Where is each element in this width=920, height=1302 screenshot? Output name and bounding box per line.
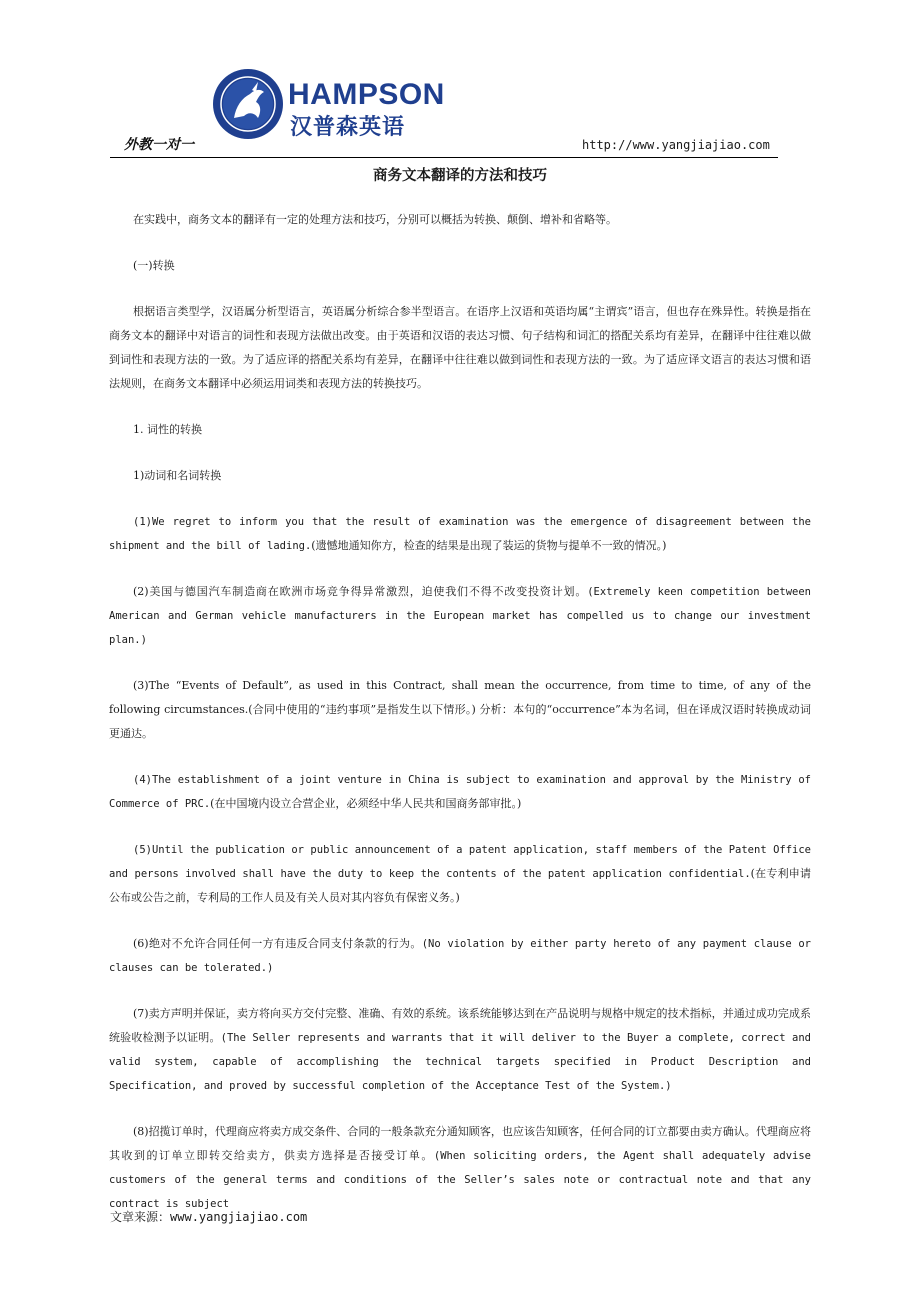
example-3-cn: (合同中使用的“违约事项”是指发生以下情形。) 分析：本句的“occurrence”本为名词，但在译成汉语时转换成动词更通达。 [109,703,811,740]
example-3-en: (3)The “Events of Default”, as used in this Contract, shall mean the occurrence, from time to time, of any of the following circumstances. [109,679,811,716]
example-4 [109,768,811,816]
example-1-cn: (遗憾地通知你方，检查的结果是出现了装运的货物与提单不一致的情况。) [311,539,667,552]
hampson-seal-icon [212,68,284,140]
example-1 [109,510,811,558]
header-url-link[interactable]: http://www.yangjiajiao.com [582,138,770,152]
document-body [109,208,811,1238]
header-slogan: 外教一对一 [124,137,194,153]
example-7-en: (The Seller represents and warrants that it will deliver to the Buyer a complete, correct and valid system, capable of accomplishing the technical targets specified in Product Description and Specification, and proved by successful completion of the Acceptance Test of the System.) [109,1032,811,1092]
header-divider [110,157,778,158]
example-1-en: (1)We regret to inform you that the result of examination was the emergence of disagreement between the shipment and the bill of lading. [109,516,811,552]
example-6 [109,932,811,980]
footer-source [110,1208,307,1225]
example-6-cn: (6)绝对不允许合同任何一方有违反合同支付条款的行为。 [133,937,422,950]
example-6-en: (No violation by either party hereto of any payment clause or clauses can be tolerated.) [109,938,811,974]
example-4-cn: (在中国境内设立合营企业，必须经中华人民共和国商务部审批。) [210,797,522,810]
brand-name-cn: 汉普森英语 [290,115,406,140]
example-2 [109,580,811,652]
example-3 [109,674,811,746]
example-2-cn: (2)美国与德国汽车制造商在欧洲市场竞争得异常激烈，迫使我们不得不改变投资计划。 [133,585,588,598]
brand-name-en: HAMPSON [288,78,445,111]
body-paragraph: 根据语言类型学，汉语属分析型语言，英语属分析综合参半型语言。在语序上汉语和英语均属“主谓宾”语言，但也存在殊异性。转换是指在商务文本的翻译中对语言的词性和表现方法做出改变。由于英语和汉语的表达习惯、句子结构和词汇的搭配关系均有差异，在翻译中往往难以做到词性和表现方法的一致。为了适应译的搭配关系均有差异，在翻译中往往难以做到词性和表现方法的一致。为了适应译文语言的表达习惯和语法规则，在商务文本翻译中必须运用词类和表现方法的转换技巧。 [109,305,811,390]
example-7 [109,1002,811,1098]
example-2-en: (Extremely keen competition between American and German vehicle manufacturers in the European market has compelled us to change our investment plan.) [109,586,811,646]
footer-url-link[interactable]: www.yangjiajiao.com [170,1210,308,1224]
example-4-en: (4)The establishment of a joint venture in China is subject to examination and approval by the Ministry of Commerce of PRC. [109,774,811,810]
subsection-heading: 1. 词性的转换 [133,423,202,436]
page-title: 商务文本翻译的方法和技巧 [373,168,547,184]
example-7-cn: (7)卖方声明并保证，卖方将向买方交付完整、准确、有效的系统。该系统能够达到在产品说明与规格中规定的技术指标，并通过成功完成系统验收检测予以证明。 [109,1007,811,1044]
example-8 [109,1120,811,1216]
example-5-en: (5)Until the publication or public announcement of a patent application, staff members of the Patent Office and persons involved shall have the duty to keep the contents of the patent application confidential. [109,844,811,880]
example-8-cn: (8)招揽订单时，代理商应将卖方成交条件、合同的一般条款充分通知顾客，也应该告知顾客，任何合同的订立都要由卖方确认。代理商应将其收到的订单立即转交给卖方，供卖方选择是否接受订单。 [109,1125,811,1162]
logo [212,68,445,150]
example-5-cn: (在专利申请公布或公告之前，专利局的工作人员及有关人员对其内容负有保密义务。) [109,867,811,904]
example-8-en: (When soliciting orders, the Agent shall adequately advise customers of the general terms and conditions of the Seller’s sales note or contractual note and that any contract is subject [109,1150,811,1210]
subsubsection-heading: 1)动词和名词转换 [133,469,222,482]
intro-paragraph: 在实践中，商务文本的翻译有一定的处理方法和技巧，分别可以概括为转换、颠倒、增补和省略等。 [133,213,617,226]
section-heading: (一)转换 [133,259,175,272]
footer-label: 文章来源： [110,1210,171,1224]
example-5 [109,838,811,910]
